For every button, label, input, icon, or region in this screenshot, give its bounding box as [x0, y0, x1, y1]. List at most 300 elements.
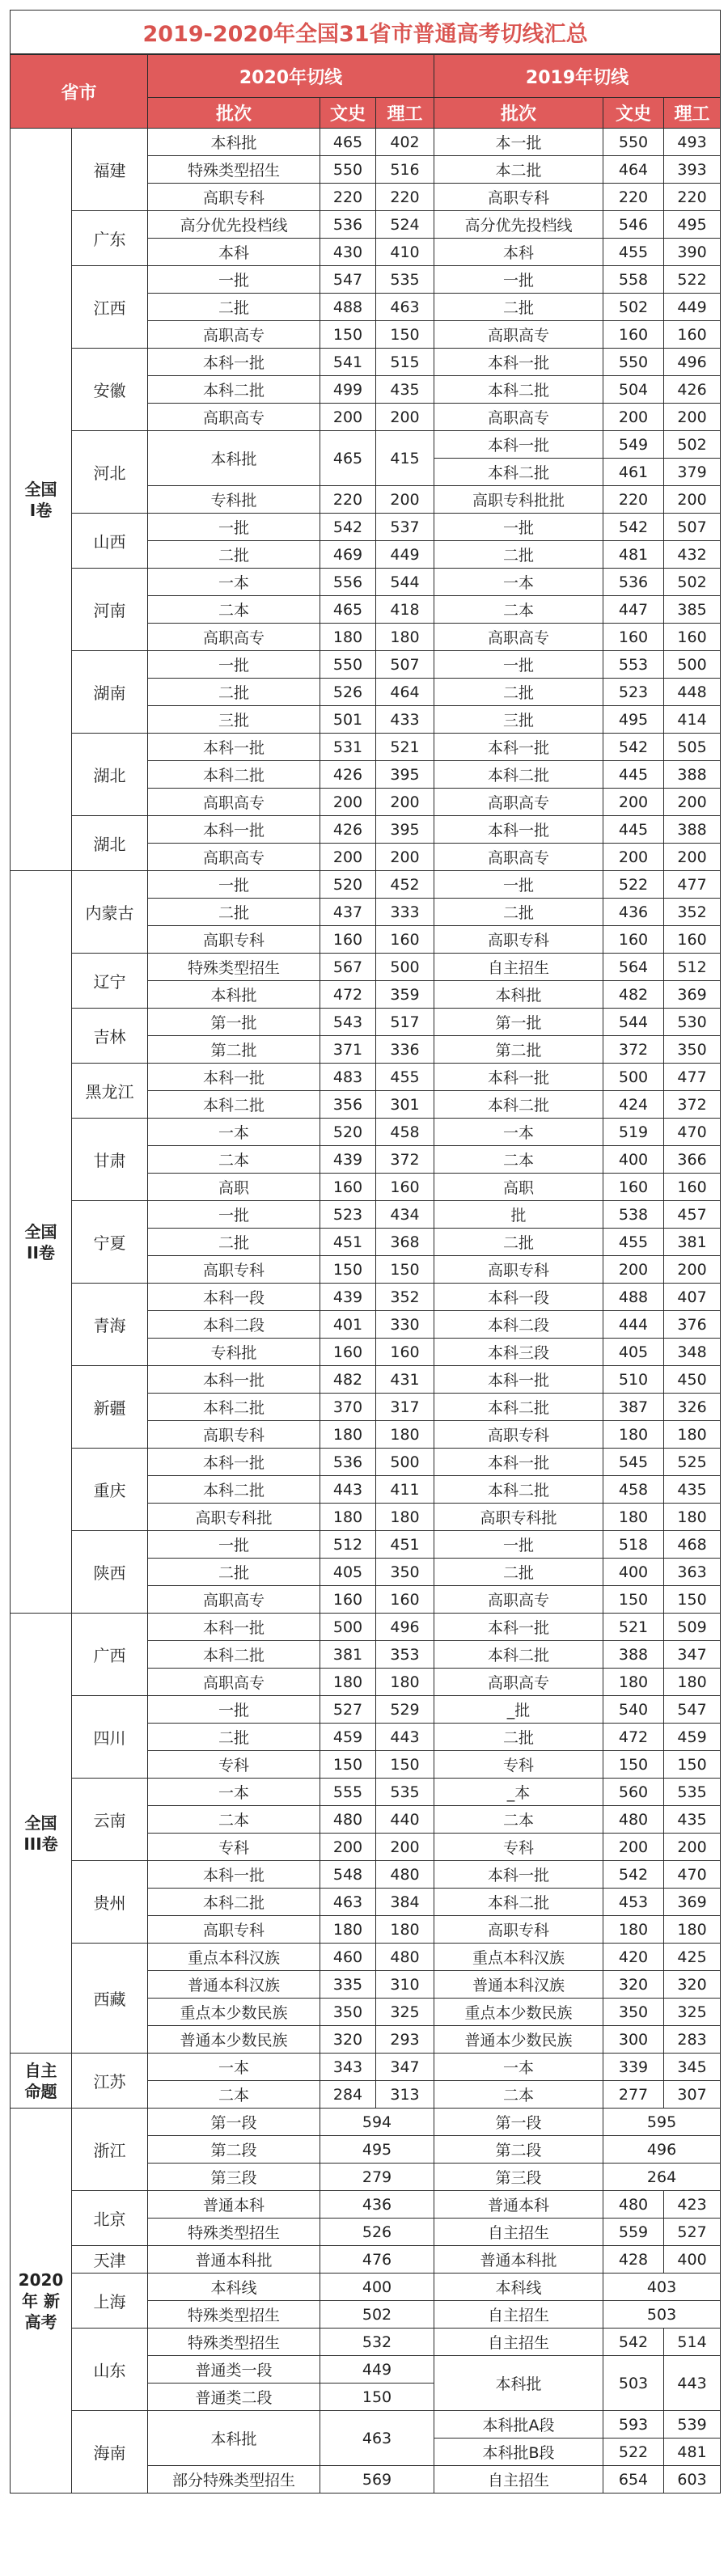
batch-2019: 本科一批 [434, 1861, 603, 1889]
batch-2019: 二本 [434, 2081, 603, 2109]
batch-2019: 高职专科 [434, 1256, 603, 1284]
li-score-2019: 348 [664, 1339, 721, 1366]
wen-score-2019: 504 [603, 376, 664, 404]
wen-score-2019: 405 [603, 1339, 664, 1366]
li-score-2020: 496 [376, 1614, 434, 1641]
li-score-2020: 350 [376, 1559, 434, 1586]
li-score-2019: 435 [664, 1476, 721, 1504]
batch-2020: 一本 [148, 1779, 320, 1806]
batch-2019: 二批 [434, 899, 603, 926]
batch-2020: 本科二批 [148, 1091, 320, 1119]
li-score-2020: 443 [376, 1724, 434, 1751]
batch-2020: 二批 [148, 1229, 320, 1256]
batch-2020: 本科批 [148, 2411, 320, 2466]
table-row [11, 1449, 721, 1476]
batch-2020: 本科二批 [148, 1394, 320, 1421]
batch-2019: 二批 [434, 679, 603, 706]
score-2019: 403 [603, 2274, 721, 2301]
wen-score-2019: 400 [603, 1559, 664, 1586]
batch-2019: 第二段 [434, 2136, 603, 2164]
wen-score-2019: 150 [603, 1586, 664, 1614]
batch-2019: 普通本科 [434, 2191, 603, 2219]
batch-2019: 二批 [434, 1724, 603, 1751]
wen-score-2019: 300 [603, 2026, 664, 2054]
batch-2020: 本科二批 [148, 1476, 320, 1504]
li-score-2019: 539 [664, 2411, 721, 2439]
li-score-2020: 515 [376, 349, 434, 376]
batch-2019: 第二批 [434, 1036, 603, 1064]
province-name: 新疆 [72, 1366, 148, 1449]
batch-2020: 二批 [148, 899, 320, 926]
wen-score-2020: 547 [320, 266, 376, 294]
batch-2020: 二本 [148, 596, 320, 624]
li-score-2019: 496 [664, 349, 721, 376]
wen-score-2020: 150 [320, 1256, 376, 1284]
batch-2020: 本科批 [148, 129, 320, 156]
wen-score-2020: 150 [320, 1751, 376, 1779]
wen-score-2020: 480 [320, 1806, 376, 1834]
wen-score-2019: 488 [603, 1284, 664, 1311]
batch-2020: 高职专科批 [148, 1504, 320, 1531]
batch-2020: 高职专科 [148, 926, 320, 954]
wen-score-2019: 387 [603, 1394, 664, 1421]
batch-2020: 本科线 [148, 2274, 320, 2301]
wen-score-2020: 465 [320, 129, 376, 156]
batch-2019: 本二批 [434, 156, 603, 184]
batch-2019: 本科批B段 [434, 2439, 603, 2466]
table-row [11, 734, 721, 761]
batch-2019: 本科一批 [434, 349, 603, 376]
li-score-2020: 418 [376, 596, 434, 624]
table-row [11, 2191, 721, 2219]
wen-score-2019: 558 [603, 266, 664, 294]
li-score-2020: 500 [376, 954, 434, 981]
wen-score-2020: 381 [320, 1641, 376, 1669]
wen-score-2019: 559 [603, 2219, 664, 2246]
wen-score-2020: 160 [320, 1586, 376, 1614]
batch-2019: 本科二批 [434, 1889, 603, 1916]
batch-2020: 二本 [148, 2081, 320, 2109]
batch-2019: 二批 [434, 1229, 603, 1256]
batch-2020: 一本 [148, 2054, 320, 2081]
batch-2019: 自主招生 [434, 2466, 603, 2494]
batch-2020: 重点本科汉族 [148, 1944, 320, 1971]
province-name: 吉林 [72, 1009, 148, 1064]
li-score-2019: 443 [664, 2356, 721, 2411]
wen-score-2019: 160 [603, 926, 664, 954]
wen-score-2020: 523 [320, 1201, 376, 1229]
wen-score-2020: 500 [320, 1614, 376, 1641]
batch-2020: 本科一批 [148, 1614, 320, 1641]
batch-2019: 高职高专 [434, 1586, 603, 1614]
batch-2020: 第三段 [148, 2164, 320, 2191]
province-name: 青海 [72, 1284, 148, 1366]
province-name: 海南 [72, 2411, 148, 2494]
wen-score-2019: 160 [603, 624, 664, 651]
li-score-2019: 220 [664, 184, 721, 211]
batch-2019: 高职专科 [434, 184, 603, 211]
batch-2019: 三批 [434, 706, 603, 734]
li-score-2020: 440 [376, 1806, 434, 1834]
table-row [11, 431, 721, 459]
batch-2019: 一批 [434, 266, 603, 294]
wen-score-2019: 160 [603, 1174, 664, 1201]
wen-score-2019: 160 [603, 321, 664, 349]
batch-2019: 自主招生 [434, 2329, 603, 2356]
li-score-2020: 431 [376, 1366, 434, 1394]
li-score-2020: 535 [376, 266, 434, 294]
batch-2020: 一批 [148, 1696, 320, 1724]
province-name: 河南 [72, 569, 148, 651]
batch-2020: 本科一批 [148, 1064, 320, 1091]
wen-score-2019: 220 [603, 184, 664, 211]
batch-2019: 本一批 [434, 129, 603, 156]
batch-2020: 专科批 [148, 1339, 320, 1366]
wen-score-2019: 538 [603, 1201, 664, 1229]
li-score-2019: 347 [664, 1641, 721, 1669]
batch-2020: 高职高专 [148, 789, 320, 816]
wen-score-2019: 424 [603, 1091, 664, 1119]
li-score-2019: 200 [664, 1834, 721, 1861]
table-row [11, 2246, 721, 2274]
li-score-2020: 507 [376, 651, 434, 679]
wen-score-2019: 150 [603, 1751, 664, 1779]
wen-score-2019: 482 [603, 981, 664, 1009]
score-2020: 569 [320, 2466, 434, 2494]
li-score-2019: 150 [664, 1751, 721, 1779]
li-score-2019: 150 [664, 1586, 721, 1614]
wen-score-2019: 200 [603, 1834, 664, 1861]
score-2019: 264 [603, 2164, 721, 2191]
li-score-2019: 527 [664, 2219, 721, 2246]
batch-2019: 二批 [434, 541, 603, 569]
li-score-2019: 423 [664, 2191, 721, 2219]
wen-score-2020: 451 [320, 1229, 376, 1256]
batch-2019: 自主招生 [434, 2219, 603, 2246]
li-score-2019: 180 [664, 1504, 721, 1531]
province-name: 安徽 [72, 349, 148, 431]
batch-2019: 普通本科汉族 [434, 1971, 603, 1999]
li-score-2019: 522 [664, 266, 721, 294]
wen-score-2020: 200 [320, 404, 376, 431]
batch-2020: 第一段 [148, 2109, 320, 2136]
score-2020: 150 [320, 2384, 434, 2411]
batch-2019: 高职高专 [434, 1669, 603, 1696]
province-name: 陕西 [72, 1531, 148, 1614]
cutoff-table [10, 10, 721, 2494]
wen-score-2019: 536 [603, 569, 664, 596]
year-2019-header: 2019年切线 [434, 54, 721, 98]
batch-2020: 高职 [148, 1174, 320, 1201]
wen-score-2020: 180 [320, 1421, 376, 1449]
li-score-2020: 395 [376, 761, 434, 789]
wen-score-2019: 550 [603, 349, 664, 376]
li-score-2020: 200 [376, 1834, 434, 1861]
wen-score-2019: 593 [603, 2411, 664, 2439]
wen-score-2019: 549 [603, 431, 664, 459]
wen-score-2020: 526 [320, 679, 376, 706]
li-score-2020: 310 [376, 1971, 434, 1999]
score-2020: 436 [320, 2191, 434, 2219]
wen-score-2019: 550 [603, 129, 664, 156]
li-score-2019: 160 [664, 1174, 721, 1201]
wen-score-2019: 200 [603, 844, 664, 871]
wen-score-2019: 542 [603, 1861, 664, 1889]
batch-2020: 高分优先投档线 [148, 211, 320, 239]
li-score-2020: 451 [376, 1531, 434, 1559]
li-score-2020: 455 [376, 1064, 434, 1091]
wen-score-2020: 371 [320, 1036, 376, 1064]
wen-score-2020: 499 [320, 376, 376, 404]
batch-2019: 一批 [434, 871, 603, 899]
batch-2019: 高职高专 [434, 321, 603, 349]
batch-2019: 一本 [434, 1119, 603, 1146]
batch-2020: 本科一批 [148, 349, 320, 376]
li-score-2019: 426 [664, 376, 721, 404]
wen-score-2020: 180 [320, 624, 376, 651]
wen-score-2020: 531 [320, 734, 376, 761]
table-row [11, 1861, 721, 1889]
wen-score-2020: 512 [320, 1531, 376, 1559]
li-score-2020: 333 [376, 899, 434, 926]
li-score-2020: 325 [376, 1999, 434, 2026]
wen-score-2020: 550 [320, 651, 376, 679]
li-score-2019: 283 [664, 2026, 721, 2054]
wen-score-2019: 277 [603, 2081, 664, 2109]
li-score-2019: 388 [664, 816, 721, 844]
wen-score-2019: 453 [603, 1889, 664, 1916]
li-score-2019: 180 [664, 1916, 721, 1944]
group-label: 全国 I卷 [11, 129, 72, 871]
batch-2019: 本科 [434, 239, 603, 266]
wen-score-2019: 544 [603, 1009, 664, 1036]
li-score-2020: 200 [376, 404, 434, 431]
batch-2020: 特殊类型招生 [148, 2219, 320, 2246]
wen-score-2019: 542 [603, 734, 664, 761]
batch-2020: 本科 [148, 239, 320, 266]
province-name: 浙江 [72, 2109, 148, 2191]
li-score-2019: 495 [664, 211, 721, 239]
province-name: 上海 [72, 2274, 148, 2329]
batch-2019: 自主招生 [434, 954, 603, 981]
batch-2019: 本科一批 [434, 734, 603, 761]
province-name: 内蒙古 [72, 871, 148, 954]
wen-score-2019: 320 [603, 1971, 664, 1999]
wen-score-2020: 401 [320, 1311, 376, 1339]
batch-2019: 本科二批 [434, 1394, 603, 1421]
batch-2019: 本科二批 [434, 1091, 603, 1119]
li-score-2020: 500 [376, 1449, 434, 1476]
batch-2020: 专科 [148, 1751, 320, 1779]
wen-score-2019: 200 [603, 404, 664, 431]
li-score-2019: 372 [664, 1091, 721, 1119]
province-name: 云南 [72, 1779, 148, 1861]
wen-score-2019: 200 [603, 1256, 664, 1284]
province-name: 宁夏 [72, 1201, 148, 1284]
batch-2019: 高职高专 [434, 404, 603, 431]
batch-2020: 本科一批 [148, 1861, 320, 1889]
li-score-2019: 200 [664, 844, 721, 871]
li-score-2019: 414 [664, 706, 721, 734]
wen-score-2019: 339 [603, 2054, 664, 2081]
li-score-2019: 307 [664, 2081, 721, 2109]
batch-2020: 高职高专 [148, 321, 320, 349]
li-score-2020: 464 [376, 679, 434, 706]
li-score-2019: 200 [664, 486, 721, 514]
group-label: 全国 III卷 [11, 1614, 72, 2054]
li-score-2020: 180 [376, 624, 434, 651]
batch-2020: 二批 [148, 1559, 320, 1586]
li-score-2019: 160 [664, 926, 721, 954]
li-score-2020: 359 [376, 981, 434, 1009]
score-2020: 502 [320, 2301, 434, 2329]
wen-score-2019: 428 [603, 2246, 664, 2274]
wen-score-2019: 502 [603, 294, 664, 321]
li-score-2020: 160 [376, 926, 434, 954]
wen-score-2019: 458 [603, 1476, 664, 1504]
wen-score-2020: 426 [320, 761, 376, 789]
wen-score-2019: 546 [603, 211, 664, 239]
li-score-2019: 160 [664, 624, 721, 651]
batch-2020: 本科一批 [148, 1366, 320, 1394]
batch-2019: _本 [434, 1779, 603, 1806]
batch-2019: 高职专科 [434, 926, 603, 954]
wen-score-2020: 150 [320, 321, 376, 349]
wen-score-2020: 180 [320, 1916, 376, 1944]
wen-score-2020: 542 [320, 514, 376, 541]
li-score-2020: 180 [376, 1669, 434, 1696]
li-score-2020: 336 [376, 1036, 434, 1064]
wen-score-2019: 480 [603, 2191, 664, 2219]
province-name: 湖南 [72, 651, 148, 734]
province-header: 省市 [11, 54, 148, 129]
score-2020: 526 [320, 2219, 434, 2246]
li-score-2020: 180 [376, 1916, 434, 1944]
batch-2019: 本科一批 [434, 1614, 603, 1641]
batch-2019: 一本 [434, 2054, 603, 2081]
batch-2020: 一本 [148, 1119, 320, 1146]
batch-2020: 本科一批 [148, 1449, 320, 1476]
wen-score-2019: 481 [603, 541, 664, 569]
group-label: 2020 年 新 高考 [11, 2109, 72, 2494]
wen-score-2020: 320 [320, 2026, 376, 2054]
wen-score-2020: 356 [320, 1091, 376, 1119]
li-score-2019: 535 [664, 1779, 721, 1806]
wen-score-2020: 465 [320, 431, 376, 486]
province-name: 贵州 [72, 1861, 148, 1944]
li-score-2020: 313 [376, 2081, 434, 2109]
wen-score-2020: 536 [320, 1449, 376, 1476]
province-name: 湖北 [72, 734, 148, 816]
wen-score-2019: 542 [603, 2329, 664, 2356]
li-score-2020: 535 [376, 1779, 434, 1806]
li-score-2020: 330 [376, 1311, 434, 1339]
wen-score-2020: 439 [320, 1284, 376, 1311]
batch-2019: 高职高专 [434, 844, 603, 871]
li-score-2020: 411 [376, 1476, 434, 1504]
li-score-2019: 425 [664, 1944, 721, 1971]
wen-score-2020: 200 [320, 1834, 376, 1861]
li-score-2019: 400 [664, 2246, 721, 2274]
li-score-2019: 502 [664, 569, 721, 596]
table-row [11, 954, 721, 981]
li-score-2019: 505 [664, 734, 721, 761]
batch-2019: 本科二批 [434, 376, 603, 404]
wen-score-2019: 522 [603, 871, 664, 899]
li-score-2020: 410 [376, 239, 434, 266]
li-score-2019: 481 [664, 2439, 721, 2466]
li-score-2019: 366 [664, 1146, 721, 1174]
batch-2020: 普通本科汉族 [148, 1971, 320, 1999]
batch-2020: 一本 [148, 569, 320, 596]
li-score-2020: 458 [376, 1119, 434, 1146]
batch-2019: 重点本科汉族 [434, 1944, 603, 1971]
batch-2019: 一批 [434, 1531, 603, 1559]
li-score-2020: 150 [376, 1256, 434, 1284]
wen-score-2020: 465 [320, 596, 376, 624]
li-score-2020: 415 [376, 431, 434, 486]
table-row [11, 871, 721, 899]
li-score-2020: 347 [376, 2054, 434, 2081]
batch-2019: 本科一批 [434, 1366, 603, 1394]
table-row [11, 2329, 721, 2356]
batch-2020: 第二段 [148, 2136, 320, 2164]
wen-score-2019: 553 [603, 651, 664, 679]
batch-2020: 专科批 [148, 486, 320, 514]
batch-2020: 高职高专 [148, 624, 320, 651]
wen-score-2019: 545 [603, 1449, 664, 1476]
batch-2020: 专科 [148, 1834, 320, 1861]
province-name: 山西 [72, 514, 148, 569]
table-row [11, 1201, 721, 1229]
wen-score-2020: 220 [320, 486, 376, 514]
batch-2019: 本科二批 [434, 1641, 603, 1669]
li-score-2019: 432 [664, 541, 721, 569]
wen-score-2020: 555 [320, 1779, 376, 1806]
province-name: 天津 [72, 2246, 148, 2274]
li-score-2020: 434 [376, 1201, 434, 1229]
li-score-2020: 160 [376, 1586, 434, 1614]
li-score-2020: 180 [376, 1421, 434, 1449]
group-label: 全国 II卷 [11, 871, 72, 1614]
wen-score-2020: 284 [320, 2081, 376, 2109]
li-score-2020: 521 [376, 734, 434, 761]
wen-score-2019: 350 [603, 1999, 664, 2026]
batch-2020: 本科批 [148, 431, 320, 486]
batch-2019: 高分优先投档线 [434, 211, 603, 239]
li-score-2019: 385 [664, 596, 721, 624]
wen-score-2019: 200 [603, 789, 664, 816]
li-score-2020: 537 [376, 514, 434, 541]
li-score-2020: 220 [376, 184, 434, 211]
province-name: 湖北 [72, 816, 148, 871]
table-row [11, 816, 721, 844]
score-2020: 532 [320, 2329, 434, 2356]
li-score-2019: 502 [664, 431, 721, 459]
table-row [11, 1009, 721, 1036]
table-row [11, 1284, 721, 1311]
province-name: 山东 [72, 2329, 148, 2411]
li-score-2019: 325 [664, 1999, 721, 2026]
table-row [11, 514, 721, 541]
province-name: 河北 [72, 431, 148, 514]
wen-score-2020: 541 [320, 349, 376, 376]
batch-2019: 高职专科 [434, 1421, 603, 1449]
wen-score-2020: 482 [320, 1366, 376, 1394]
li-score-2019: 390 [664, 239, 721, 266]
wen-score-2020: 220 [320, 184, 376, 211]
batch-2019: 本科一批 [434, 431, 603, 459]
